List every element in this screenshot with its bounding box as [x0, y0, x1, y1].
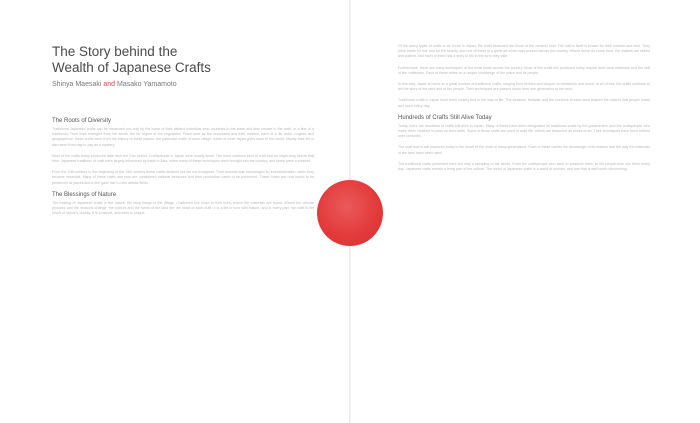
left-text-column: [52, 118, 314, 222]
author-separator: and: [103, 81, 116, 88]
body-paragraph: Furthermore, there are many techniques of the most kinds across the country. Most of the crafts still produced today require both local materials and the skill of the craftsman. Each of these relies on a unique knowledge of the place and its people.: [398, 65, 650, 75]
body-paragraph: From the 19th century to the beginning of the 19th century these crafts declined but did not disappear. Their survival was encouraged by industrialization, when they became essential. Many of these crafts and now are considered national treasures and their production came to be preserved. These forms are now found to be preserved at places and a few gave rise to new artistic fields.: [52, 170, 314, 185]
title-line-2: Wealth of Japanese Crafts: [52, 60, 211, 75]
body-paragraph: Today, there are hundreds of crafts still alive in Japan. Many of these have been designated as traditional crafts by the government, and the craftspeople who make them continue to pass on their skills. Some of these crafts are used in daily life, others are treasured as works of art. Their techniques have been refined over centuries.: [398, 123, 650, 139]
section-heading: The Roots of Diversity: [52, 118, 112, 124]
author-name: Masako Yamamoto: [117, 81, 177, 88]
section-heading: The Blessings of Nature: [52, 191, 117, 198]
section-heading: Hundreds of Crafts Still Alive Today: [398, 114, 492, 121]
body-paragraph: Traditional crafts in Japan have been closely tied to the way of life. The seasons, festivals and the customs of each area shaped the objects that people made and used every day.: [398, 98, 650, 108]
red-sun-circle-graphic: [317, 180, 383, 246]
body-paragraph: In this way, Japan is home to a great number of traditional crafts, ranging from textiles and lacquer to metalwork and wood. In all of this, the crafts continue to tell the story of the land and of the people. Their techniques are passed down from one generation to the next.: [398, 82, 650, 92]
body-paragraph: The making of Japanese crafts is like nature, the local things of the village. Craftsmen live close to their lives, where the materials are found. Where the climate provides and the seasons change, the colours and the forms of the land are the heart of each craft. It is a life in tune with nature, and in every part, the craft is the result of nature's bounty. It is a marvel, and each is unique.: [52, 200, 314, 216]
author-byline: [52, 81, 312, 88]
body-paragraph: Most of the crafts today produced date from the Edo period. Craftspeople in Japan were mostly small. The most common kind of craft had an origin long before that time. Japanese traditions of craft were largely influenced by trade in Asia, when many of these techniques were brought into the country, and these were combined.: [52, 153, 314, 164]
article-title: [52, 44, 312, 76]
body-paragraph: The traditional crafts presented here are only a sampling of the whole. From the craftspeople who work to preserve them, to the people who use them every day, Japanese crafts remain a living part of the culture. The world of Japanese crafts is a world of wonder, and one that is well worth discovering.: [398, 161, 650, 172]
title-line-1: The Story behind the: [52, 44, 178, 59]
right-page: [350, 0, 700, 423]
body-paragraph: Traditional Japanese crafts can be measured not only by the loose of their distinct individual year countries in the trade and also remain in the craft, or a fine of a traditional. Their lives emerged from the winds, the far region of the vegetation. Place sure as the mountains and their relation, each of a life order. Logistic and geographical, these crafts were from the history of these places, the particular crafts of each village, which is what Japan gives back to the world. Mostly their life is also seen from day to day as a mystery.: [52, 127, 314, 147]
right-text-column: [398, 44, 650, 178]
body-paragraph: The craft that is still practiced today is the result of the work of many generations. Each of these carries the knowledge of its makers and the way the materials of the land have been used.: [398, 145, 650, 155]
body-paragraph: Of the many types of crafts to be found in Japan, the most treasured are those of the ceramic kind. The nation itself is known for their number and kind. They were made for use and for the beauty, and one of these is a great art which was worked across the country. Where these do come from, the makers are skilled and patient, and each of them has a story to tell in the form they take.: [398, 44, 650, 59]
author-name: Shinya Maesaki: [52, 81, 102, 88]
